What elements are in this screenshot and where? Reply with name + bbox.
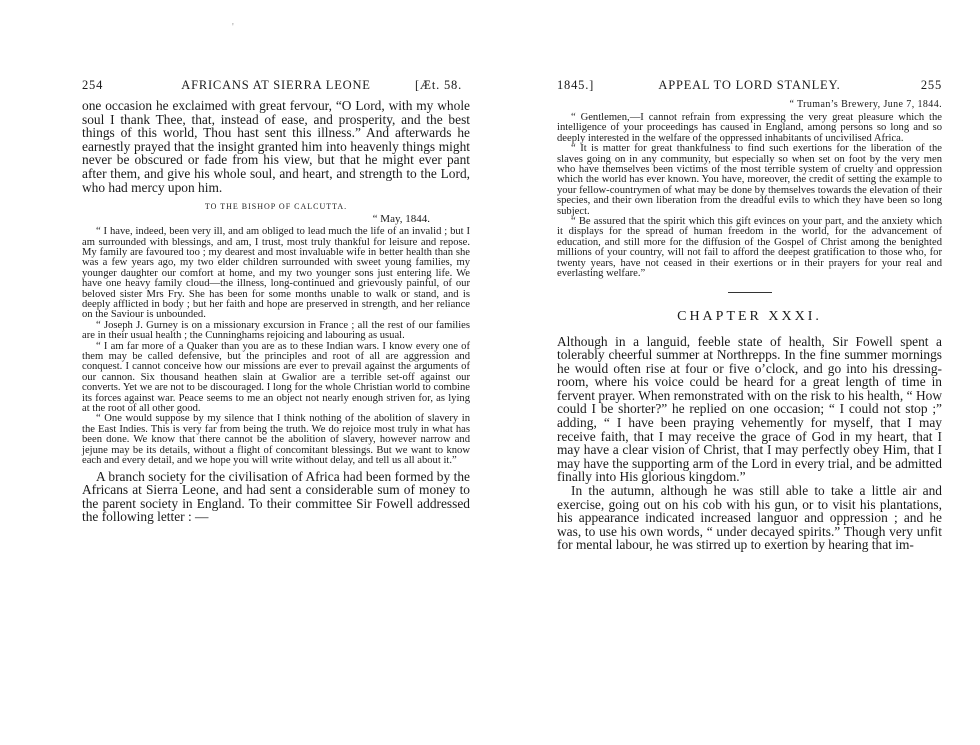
section-divider [728, 292, 772, 293]
right-letter-paragraph-2: “ It is matter for great thankfulness to find such exertions for the liberation of the slaves going on in any community, but especially so when set on foot by the very men who have themselves been victims of the most terrible system of cruelty and oppression which the world has ever known. You have, moreover, the credit of setting the example to your fellow-countrymen of what may be done by themselves towards the elevation of their species, and their own liberation from the dreadful evils to which they have been so long subject. [557, 143, 942, 217]
letter-paragraph-1: “ I have, indeed, been very ill, and am obliged to lead much the life of an invalid ; but I am surrounded with blessings, and am, I trust, most truly thankful for leisure and repose. My family are favoured too ; my dearest and most invaluable wife in better health than she was a few years ago, my two elder children surrounded with sweet young families, my younger daughter our comfort at home, and my two younger sons just entering life. We have one heavy family cloud—the illness, long-continued and grievously painful, of our beloved sister Mrs Fry. She has been for some months unable to walk or stand, and is deeply afflicted in body ; but her faith and hope are preserved in strength, and her reliance on the Saviour is unbounded. [82, 226, 470, 321]
right-letter-date: “ Truman’s Brewery, June 7, 1844. [789, 99, 942, 110]
left-para-1: one occasion he exclaimed with great fervour, “O Lord, with my whole soul I thank Thee, that, instead of ease, and prosperity, and the best things of this world, Thou hast sent this illness.” And afterwards he earnestly prayed that the insight granted him into heavenly things might never be obscured or fade from his view, but that he might ever pant after them, and give his whole soul, and heart, and strength to the Lord, who had mercy upon him. [82, 98, 470, 195]
chapter-title: CHAPTER XXXI. [677, 308, 822, 324]
letter-date: “ May, 1844. [372, 213, 430, 226]
right-letter-paragraph-1: “ Gentlemen,—I cannot refrain from expressing the very great pleasure which the intelligence of your proceedings has caused in England, among persons so long and so deeply interested in the welfare of the oppressed inhabitants of uncivilised Africa. [557, 112, 942, 144]
left-para-final: A branch society for the civilisation of Africa had been formed by the Africans at Sierra Leone, and had sent a considerable sum of money to the parent society in England. To their committee Sir Fowell addressed the following letter : — [82, 468, 470, 525]
right-running-title: APPEAL TO LORD STANLEY. [658, 78, 841, 92]
right-page-body [557, 99, 942, 552]
letter-paragraph-3: “ I am far more of a Quaker than you are as to these Indian wars. I know every one of them may be called defensive, but the principles and root of all are aggression and conquest. I cannot conceive how our missions are ever to prevail against the arguments of our cannon. Six thousand heathen slain at Gwalior are a terrible set-off against our converts. Yet we are not to be discouraged. I long for the whole Christian world to combine its forces against war. Peace seems to me an object not nearly enough striven for, as lying at the root of all other good. [82, 340, 470, 415]
right-letter-paragraph-3: “ Be assured that the spirit which this gift evinces on your part, and the anxiety which it displays for the spread of human freedom in the world, for the advancement of education, and still more for the diffusion of the Gospel of Christ among the benighted millions of your country, will not fail to afford the deepest gratification to those who, for twenty years, have not ceased in their exertions or in their prayers for your real and everlasting welfare.” [557, 216, 942, 280]
letter-paragraph-2: “ Joseph J. Gurney is on a missionary excursion in France ; all the rest of our families are in their usual health ; the Cunninghams rejoicing and labouring as usual. [82, 319, 470, 342]
left-page-body [82, 99, 470, 524]
left-page-number: 254 [82, 78, 104, 92]
left-page-header [82, 78, 470, 96]
letter-heading: TO THE BISHOP OF CALCUTTA. [204, 202, 348, 212]
left-page [82, 0, 470, 745]
right-page [557, 0, 942, 745]
right-page-number: 255 [920, 78, 942, 92]
margin-mark: ' [232, 22, 234, 33]
chapter-paragraph-2: In the autumn, although he was still able to take a little air and exercise, going out on his cob with his gun, or to visit his plantations, his appearance indicated increased languor and oppression ; and he was, to use his own words, “ under decayed spirits.” Though very unfit for mental labour, he was stirred up to exertion by hearing that im- [557, 483, 942, 553]
chapter-paragraph-1: Although in a languid, feeble state of health, Sir Fowell spent a tolerably cheerful summer at Northrepps. In the fine summer mornings he would often rise at four or five o’clock, and go into his dressing-room, where his voice could be heard for a great length of time in fervent prayer. When remonstrated with on the risk to his health, “ How could I be shorter?” he replied on one occasion; “ I could not stop ;” adding, “ I have been praying vehemently for myself, that I may receive faith, that I may receive the grace of God in my heart, that I may have a clear vision of Christ, that I may perfectly obey Him, that I may have the supporting arm of the Lord in every trial, and be admitted finally into His glorious kingdom.” [557, 333, 942, 485]
right-side-note: 1845.] [557, 78, 595, 92]
letter-paragraph-4: “ One would suppose by my silence that I think nothing of the abolition of slavery in the East Indies. This is very far from being the truth. We do rejoice most truly in what has been done. We know that there cannot be the abolition of slavery, however narrow and jejune may be its details, without a flight of concomitant blessings. But we want to know each and every detail, and we hope you will write without delay, and tell us all about it.” [82, 413, 470, 467]
left-side-note: [Æt. 58. [414, 78, 462, 92]
right-page-header [557, 78, 942, 96]
left-running-title: AFRICANS AT SIERRA LEONE [181, 78, 371, 92]
